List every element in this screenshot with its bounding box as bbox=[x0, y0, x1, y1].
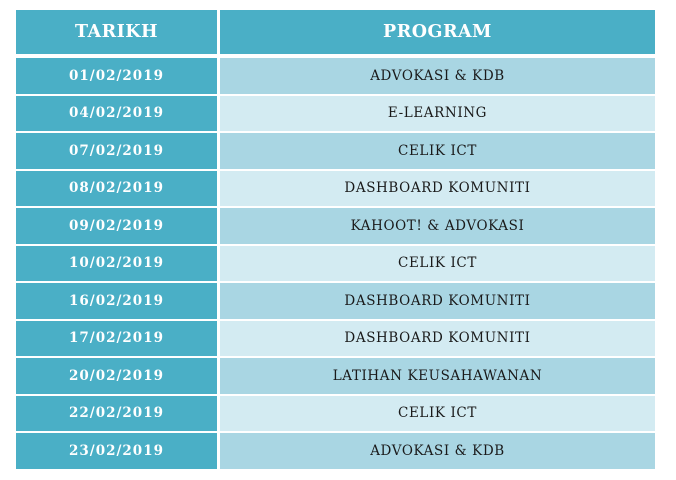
table-row bbox=[16, 321, 655, 357]
date-cell: 17/02/2019 bbox=[16, 321, 217, 357]
table-row bbox=[16, 283, 655, 319]
date-cell: 20/02/2019 bbox=[16, 358, 217, 394]
program-cell: DASHBOARD KOMUNITI bbox=[220, 171, 655, 207]
schedule-table bbox=[16, 10, 655, 471]
table-row bbox=[16, 133, 655, 169]
program-cell: CELIK ICT bbox=[220, 133, 655, 169]
table-row bbox=[16, 58, 655, 94]
date-cell: 22/02/2019 bbox=[16, 396, 217, 432]
table-row bbox=[16, 208, 655, 244]
date-cell: 07/02/2019 bbox=[16, 133, 217, 169]
table-header-row bbox=[16, 10, 655, 54]
date-cell: 01/02/2019 bbox=[16, 58, 217, 94]
program-cell: E-LEARNING bbox=[220, 96, 655, 132]
program-cell: LATIHAN KEUSAHAWANAN bbox=[220, 358, 655, 394]
program-cell: ADVOKASI & KDB bbox=[220, 433, 655, 469]
table-row bbox=[16, 246, 655, 282]
program-cell: DASHBOARD KOMUNITI bbox=[220, 321, 655, 357]
header-date: TARIKH bbox=[16, 10, 217, 54]
table-row bbox=[16, 171, 655, 207]
table-row bbox=[16, 358, 655, 394]
program-cell: CELIK ICT bbox=[220, 246, 655, 282]
table-row bbox=[16, 433, 655, 469]
date-cell: 04/02/2019 bbox=[16, 96, 217, 132]
date-cell: 08/02/2019 bbox=[16, 171, 217, 207]
table-row bbox=[16, 396, 655, 432]
program-cell: CELIK ICT bbox=[220, 396, 655, 432]
date-cell: 16/02/2019 bbox=[16, 283, 217, 319]
program-cell: DASHBOARD KOMUNITI bbox=[220, 283, 655, 319]
date-cell: 10/02/2019 bbox=[16, 246, 217, 282]
table-row bbox=[16, 96, 655, 132]
header-program: PROGRAM bbox=[220, 10, 655, 54]
date-cell: 23/02/2019 bbox=[16, 433, 217, 469]
date-cell: 09/02/2019 bbox=[16, 208, 217, 244]
program-cell: KAHOOT! & ADVOKASI bbox=[220, 208, 655, 244]
program-cell: ADVOKASI & KDB bbox=[220, 58, 655, 94]
